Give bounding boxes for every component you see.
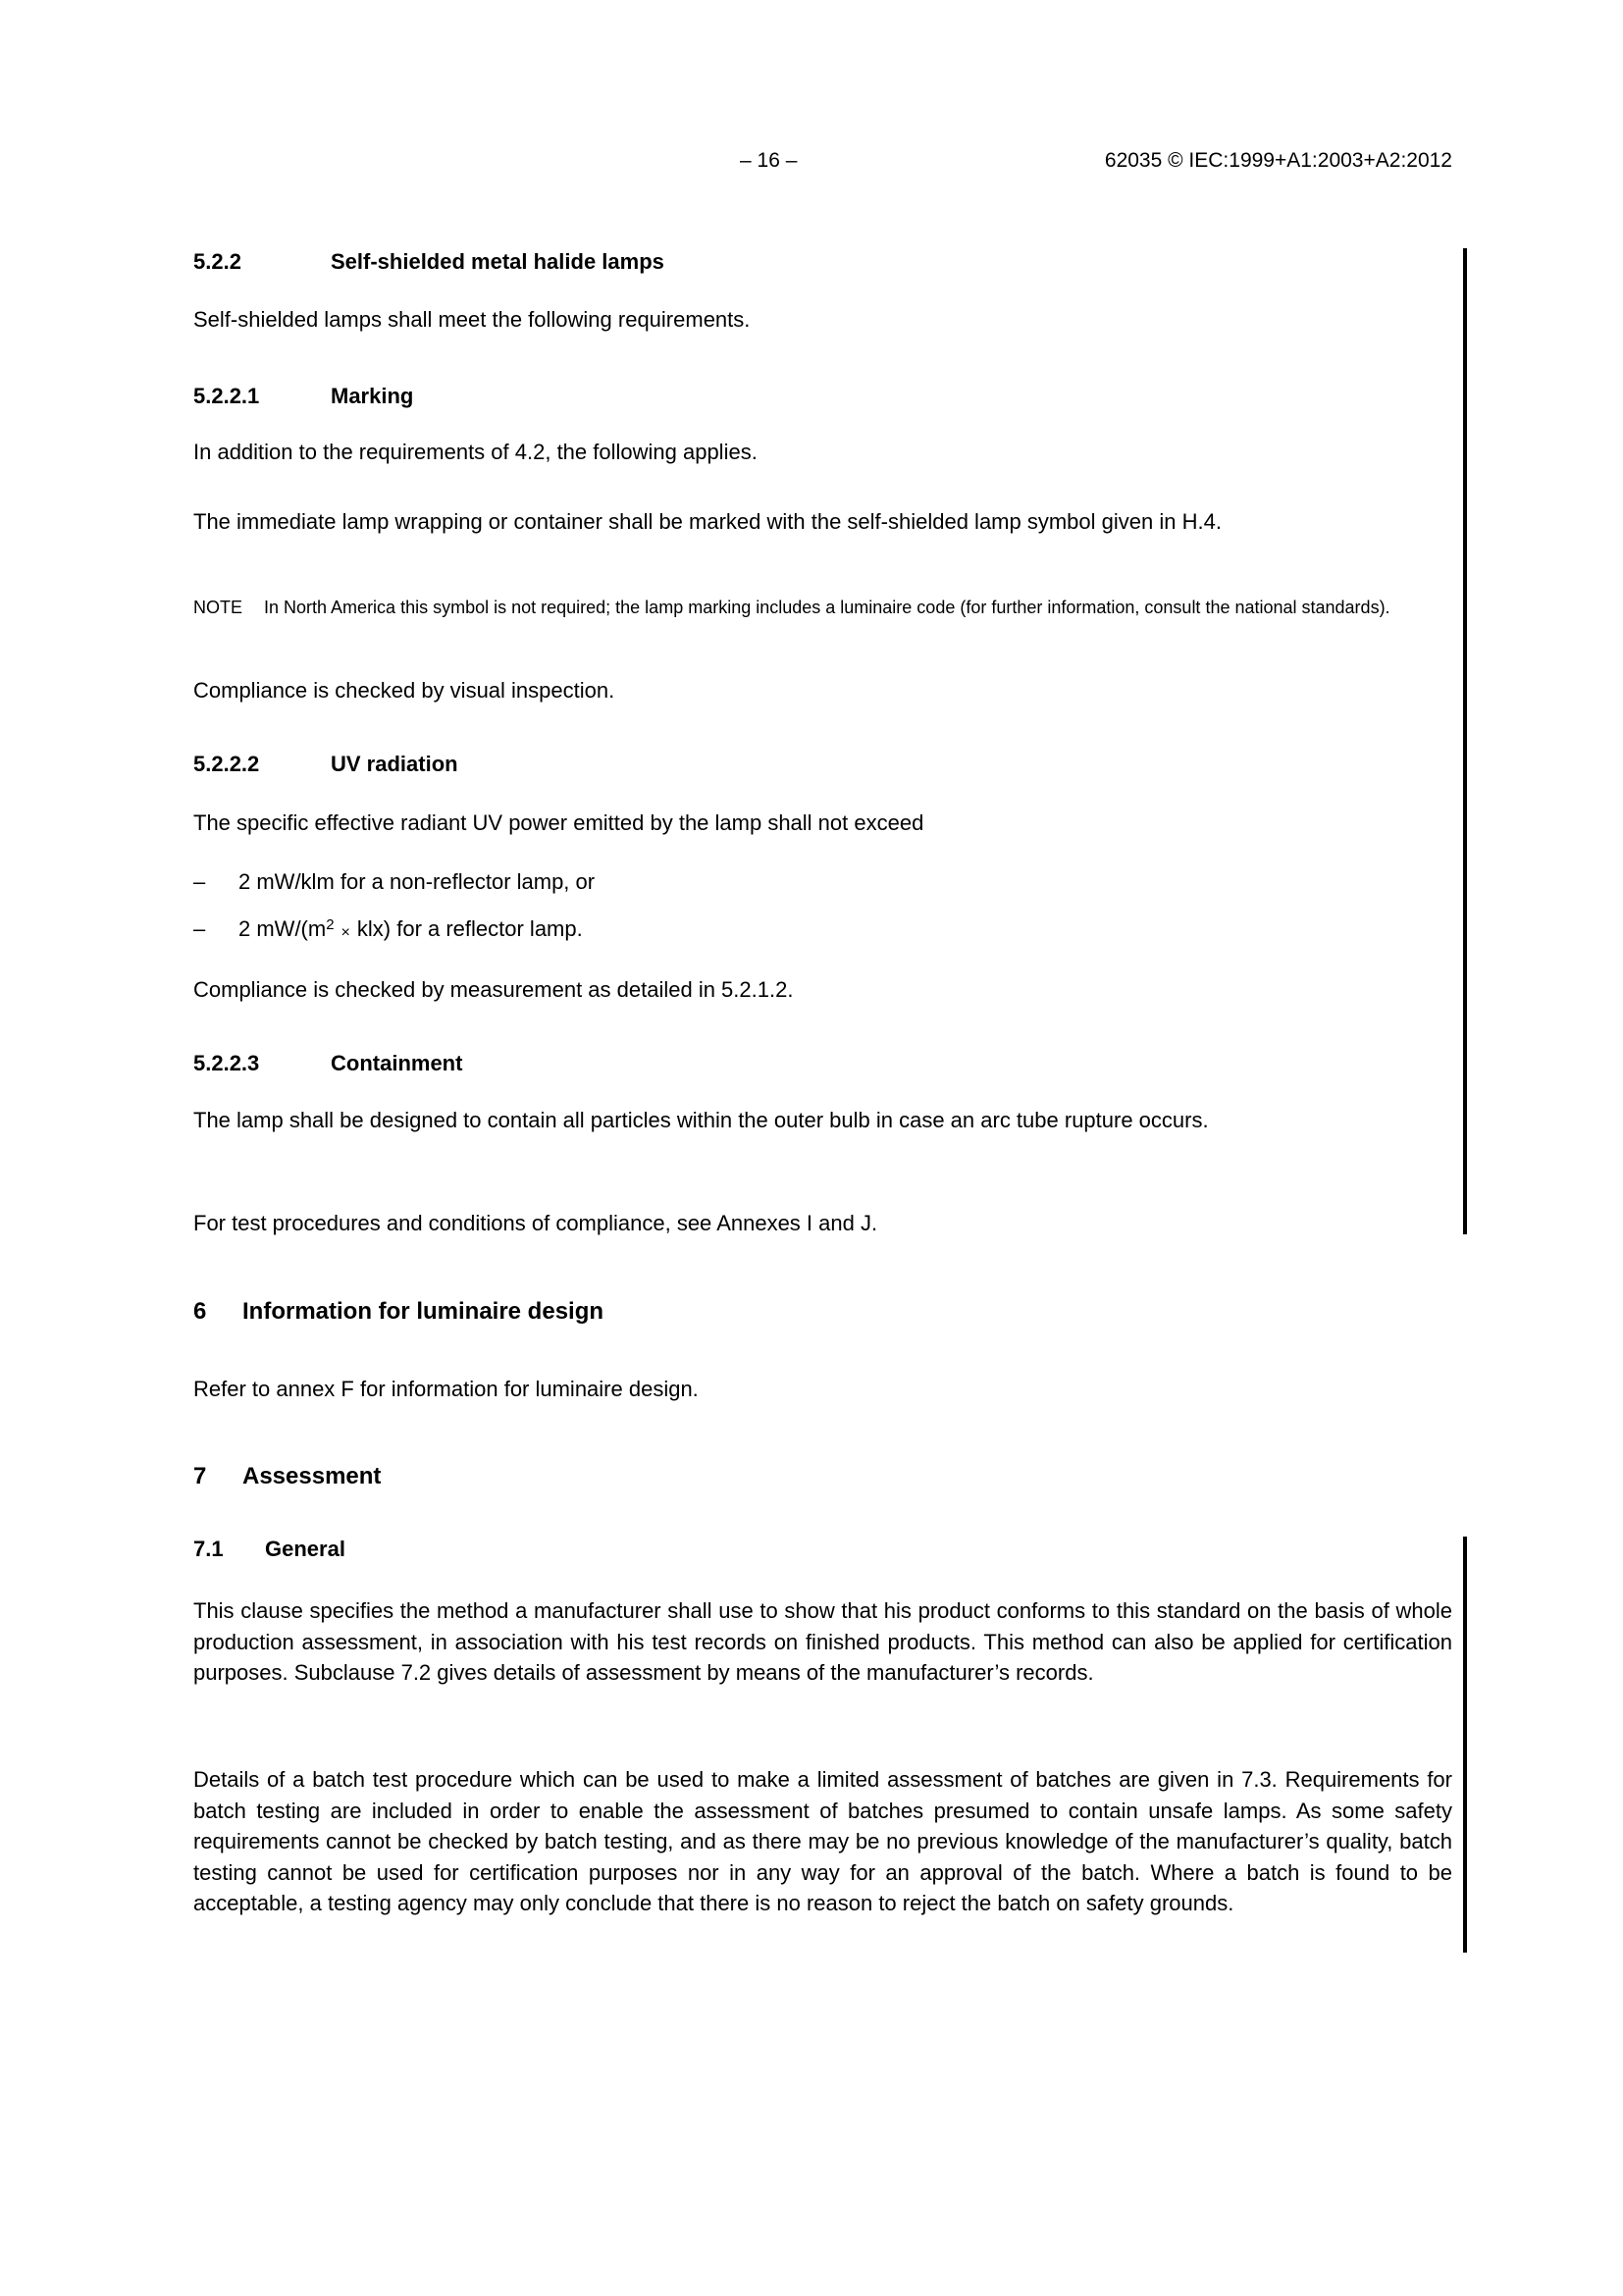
list-item-reflector	[193, 913, 1452, 949]
change-bar-top	[1463, 248, 1467, 1234]
paragraph-uv-power: The specific effective radiant UV power emitted by the lamp shall not exceed	[193, 810, 924, 835]
section-title: Containment	[331, 1051, 463, 1075]
paragraph-annex-f: Refer to annex F for information for luminaire design.	[193, 1377, 699, 1401]
paragraph-compliance-visual: Compliance is checked by visual inspection.	[193, 678, 615, 703]
section-heading-7	[193, 1462, 1452, 1491]
section-number: 5.2.2.1	[193, 384, 260, 408]
section-heading-5-2-2-2	[193, 749, 1452, 780]
section-title: Self-shielded metal halide lamps	[331, 249, 664, 274]
list-item-non-reflector	[193, 866, 1452, 898]
list-item-text: 2 $mW/(m^2 \times klx)$ for a reflector lamp.	[238, 916, 583, 941]
section-number: 7.1	[193, 1537, 224, 1561]
page-header	[193, 145, 1452, 177]
section-heading-7-1	[193, 1534, 1452, 1565]
superscript-2: 2	[326, 916, 335, 933]
paragraph-lamp-wrapping: The immediate lamp wrapping or container shall be marked with the self-shielded lamp symbol given in H.4.	[193, 509, 1222, 534]
multiply-sign: ×	[340, 924, 350, 941]
list-item-text: 2 mW/klm for a non-reflector lamp, or	[238, 869, 596, 894]
section-heading-5-2-2-1	[193, 381, 1452, 412]
section-number: 7	[193, 1463, 207, 1489]
note-north-america	[193, 595, 1452, 621]
section-heading-5-2-2-3	[193, 1048, 1452, 1079]
dash-bullet: –	[193, 916, 206, 941]
paragraph-in-addition: In addition to the requirements of 4.2, the following applies.	[193, 440, 758, 464]
section-title: UV radiation	[331, 752, 458, 776]
section-title: General	[265, 1537, 345, 1561]
section-number: 5.2.2	[193, 249, 241, 274]
paragraph-containment: The lamp shall be designed to contain all particles within the outer bulb in case an arc tube rupture occurs.	[193, 1108, 1209, 1132]
section-title: Information for luminaire design	[242, 1298, 604, 1325]
document-reference: 62035 © IEC:1999+A1:2003+A2:2012	[1104, 149, 1452, 172]
dash-bullet: –	[193, 869, 206, 894]
paragraph-whole-production: This clause specifies the method a manufacturer shall use to show that his product conforms to this standard on the basis of whole production assessment, in association with his test records on finished products. This method can also be applied for certification purposes. Subclause 7.2 gives details of assessment by means of the manufacturer’s records.	[193, 1598, 1452, 1685]
change-bar-bottom	[1463, 1537, 1467, 1953]
note-text: In North America this symbol is not required; the lamp marking includes a luminaire code (for further information, consult the national standards).	[264, 598, 1390, 617]
section-number: 5.2.2.3	[193, 1051, 260, 1075]
section-number: 5.2.2.2	[193, 752, 260, 776]
section-title: Marking	[331, 384, 414, 408]
note-label: NOTE	[193, 598, 243, 617]
section-heading-5-2-2	[193, 246, 1452, 278]
section-title: Assessment	[242, 1463, 382, 1489]
paragraph-batch-testing: Details of a batch test procedure which can be used to make a limited assessment of batches are given in 7.3. Requirements for batch testing are included in order to enable the assessment of batches presumed to contain unsafe lamps. As some safety requirements cannot be checked by batch testing, and as there may be no previous knowledge of the manufacturer’s quality, batch testing cannot be used for certification purposes nor in any way for an approval of the batch. Where a batch is found to be acceptable, a testing agency may only conclude that there is no reason to reject the batch on safety grounds.	[193, 1767, 1452, 1915]
section-number: 6	[193, 1298, 207, 1325]
paragraph-requirements: Self-shielded lamps shall meet the following requirements.	[193, 307, 751, 332]
paragraph-compliance-measurement: Compliance is checked by measurement as detailed in 5.2.1.2.	[193, 977, 794, 1002]
section-heading-6	[193, 1297, 1452, 1327]
paragraph-test-procedures: For test procedures and conditions of compliance, see Annexes I and J.	[193, 1211, 878, 1235]
page-number: – 16 –	[740, 149, 798, 172]
